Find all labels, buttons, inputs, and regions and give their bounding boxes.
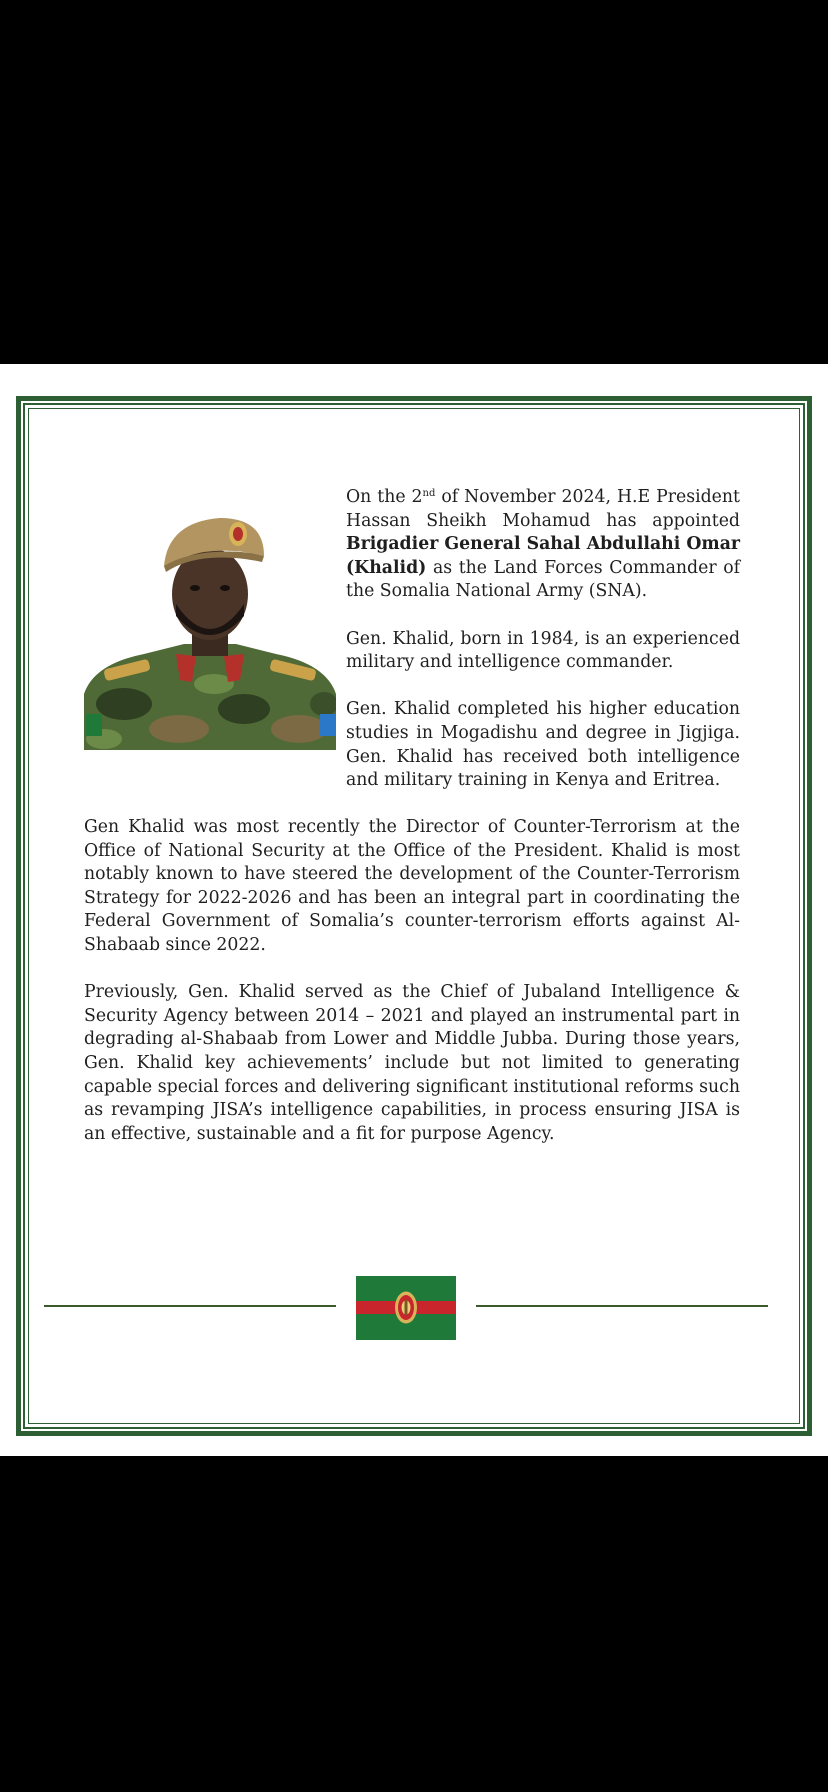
footer-divider-right <box>476 1305 768 1307</box>
intro-after-name: as the Land Forces Commander of the Somalia National Army (SNA). <box>346 557 740 602</box>
intro-date-rest: of November 2024, H.E President Hassan Sheikh Mohamud has appointed <box>346 487 740 531</box>
footer-divider-left <box>44 1305 336 1307</box>
director-paragraph: Gen Khalid was most recently the Director of Counter-Terrorism at the Office of National Security at the Office of the President. Khalid is most notably known to have steered the development of the Counter-Terrorism Strategy for 2022-2026 and has been an integral part in coordinating the Federal Government of Somalia’s counter-terrorism efforts against Al-Shabaab since 2022. <box>84 817 740 955</box>
body-column <box>84 816 740 1170</box>
born-paragraph: Gen. Khalid, born in 1984, is an experienced military and intelligence commander. <box>346 628 740 673</box>
appointee-name: Brigadier General Sahal Abdullahi Omar (Khalid) <box>346 534 740 578</box>
education-paragraph: Gen. Khalid completed his higher education studies in Mogadishu and degree in Jigjiga. Gen. Khalid has received both intelligence and military training in Kenya and Eritrea. <box>346 699 740 791</box>
portrait-icon <box>84 504 336 750</box>
officer-portrait <box>84 504 336 750</box>
previously-paragraph: Previously, Gen. Khalid served as the Chief of Jubaland Intelligence & Security Agency between 2014 – 2021 and played an instrumental part in degrading al-Shabaab from Lower and Middle Jubba. During those years, Gen. Khalid key achievements’ include but not limited to generating capable special forces and delivering significant institutional reforms such as revamping JISA’s intelligence capabilities, in process ensuring JISA is an effective, sustainable and a fit for purpose Agency. <box>84 982 740 1144</box>
intro-paragraph <box>346 486 740 604</box>
intro-column <box>346 486 740 816</box>
intro-date-ordinal: nd <box>422 488 436 499</box>
flag-emblem-icon <box>356 1276 456 1340</box>
intro-date-prefix: On the 2 <box>346 487 423 507</box>
appointment-document <box>0 364 828 1456</box>
land-forces-flag <box>356 1276 456 1340</box>
